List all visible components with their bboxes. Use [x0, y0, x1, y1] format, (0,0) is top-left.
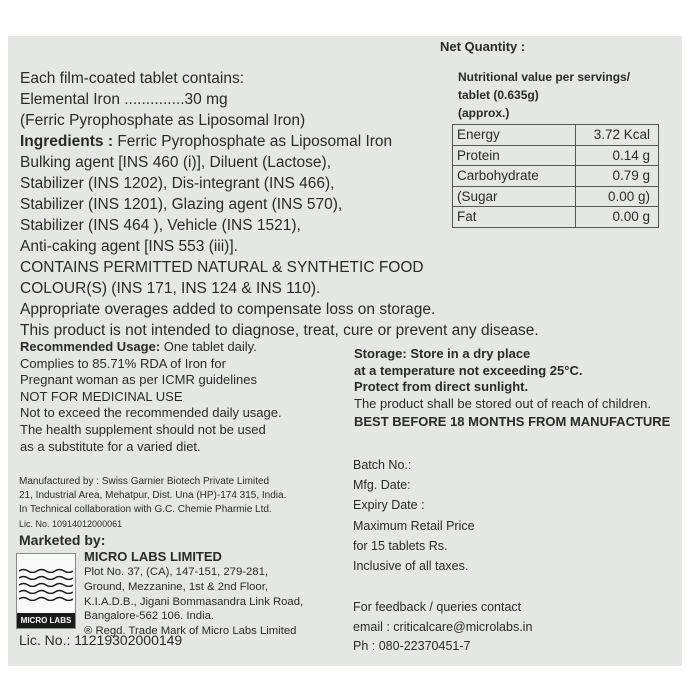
table-row: Carbohydrate 0.79 g [453, 166, 659, 187]
table-row: (Sugar 0.00 g) [453, 186, 659, 207]
wave-icon [19, 596, 73, 601]
net-quantity: Net Quantity : [440, 39, 526, 54]
best-before: BEST BEFORE 18 MONTHS FROM MANUFACTURE [354, 414, 671, 430]
wave-icon [19, 575, 73, 580]
wave-icon [19, 589, 73, 594]
email-contact: email : criticalcare@microlabs.in [353, 619, 533, 634]
storage-info: Storage: Store in a dry place at a temperature not exceeding 25°C. Protect from direct sunlight. The product shall be stored out of reach of children. BEST BEFORE 18 MONTHS FROM MANUFACTURE [354, 346, 671, 430]
marketer-info: MICRO LABS LIMITED Plot No. 37, (CA), 147-151, 279-281, Ground, Mezzanine, 1st & 2nd Floor, K.I.A.D.B., Jigani Bommasandra Link Road, Bangalore-562 106. India. ® Regd. Trade Mark of Micro Labs Limited [84, 549, 304, 638]
permitted-colours: CONTAINS PERMITTED NATURAL & SYNTHETIC FOOD [20, 259, 424, 276]
phone-contact: Ph : 080-22370451-7 [353, 639, 471, 653]
ingredients-line: Ingredients : Ferric Pyrophosphate as Liposomal Iron [20, 133, 393, 150]
wave-icon [19, 568, 73, 573]
nutrition-title: Nutritional value per servings/ tablet (0.635g) (approx.) [458, 70, 631, 120]
disclaimer: This product is not intended to diagnose, treat, cure or prevent any disease. [20, 322, 539, 339]
table-row: Energy 3.72 Kcal [453, 125, 659, 146]
overages-note: Appropriate overages added to compensate loss on storage. [20, 301, 436, 318]
lic-number: Lic. No.: 11219302000149 [19, 632, 183, 648]
recommended-usage: Recommended Usage: One tablet daily. Complies to 85.71% RDA of Iron for Pregnant woman as per ICMR guidelines NOT FOR MEDICINAL USE Not to exceed the recommended daily usage. The health supplement should not be used as a substitute for a varied diet. [20, 339, 282, 454]
batch-info: Batch No.: Mfg. Date: Expiry Date : Maximum Retail Price for 15 tablets Rs. Inclusive of all taxes. [353, 458, 475, 574]
micro-labs-logo [16, 553, 76, 629]
manufacturer-info: Manufactured by : Swiss Garnier Biotech Private Limited 21, Industrial Area, Mehatpur, Dist. Una (HP)-174 315, India. In Technical collaboration with G.C. Chemie Pharmie Ltd. Lic. No. 10914012000061 [19, 476, 287, 529]
table-row: Fat 0.00 g [453, 207, 659, 228]
marketed-by-label: Marketed by: [19, 532, 106, 548]
logo-label: MICRO LABS [17, 613, 75, 628]
feedback-contact: For feedback / queries contact email : criticalcare@microlabs.in Ph : 080-22370451-7 [353, 598, 532, 657]
composition: Each film-coated tablet contains: Elemental Iron ..............30 mg (Ferric Pyrophosphate as Liposomal Iron) Ingredients : Ferric Pyrophosphate as Liposomal Iron Bulking agent [INS 460 (i)], Diluent (Lactose), Stabilizer (INS 1202), Dis-integrant (INS 466), Stabilizer (INS 1201), Glazing agent (INS 570), Stabilizer (INS 464 ), Vehicle (INS 1521), Anti-caking agent [INS 553 (iii)]. CONTAINS PERMITTED NATURAL & SYNTHETIC FOOD COLOUR(S) (INS 171, INS 124 & INS 110). Appropriate overages added to compensate loss on storage. This product is not intended to diagnose, treat, cure or prevent any disease. [20, 70, 539, 339]
wave-icon [19, 582, 73, 587]
table-row: Protein 0.14 g [453, 145, 659, 166]
